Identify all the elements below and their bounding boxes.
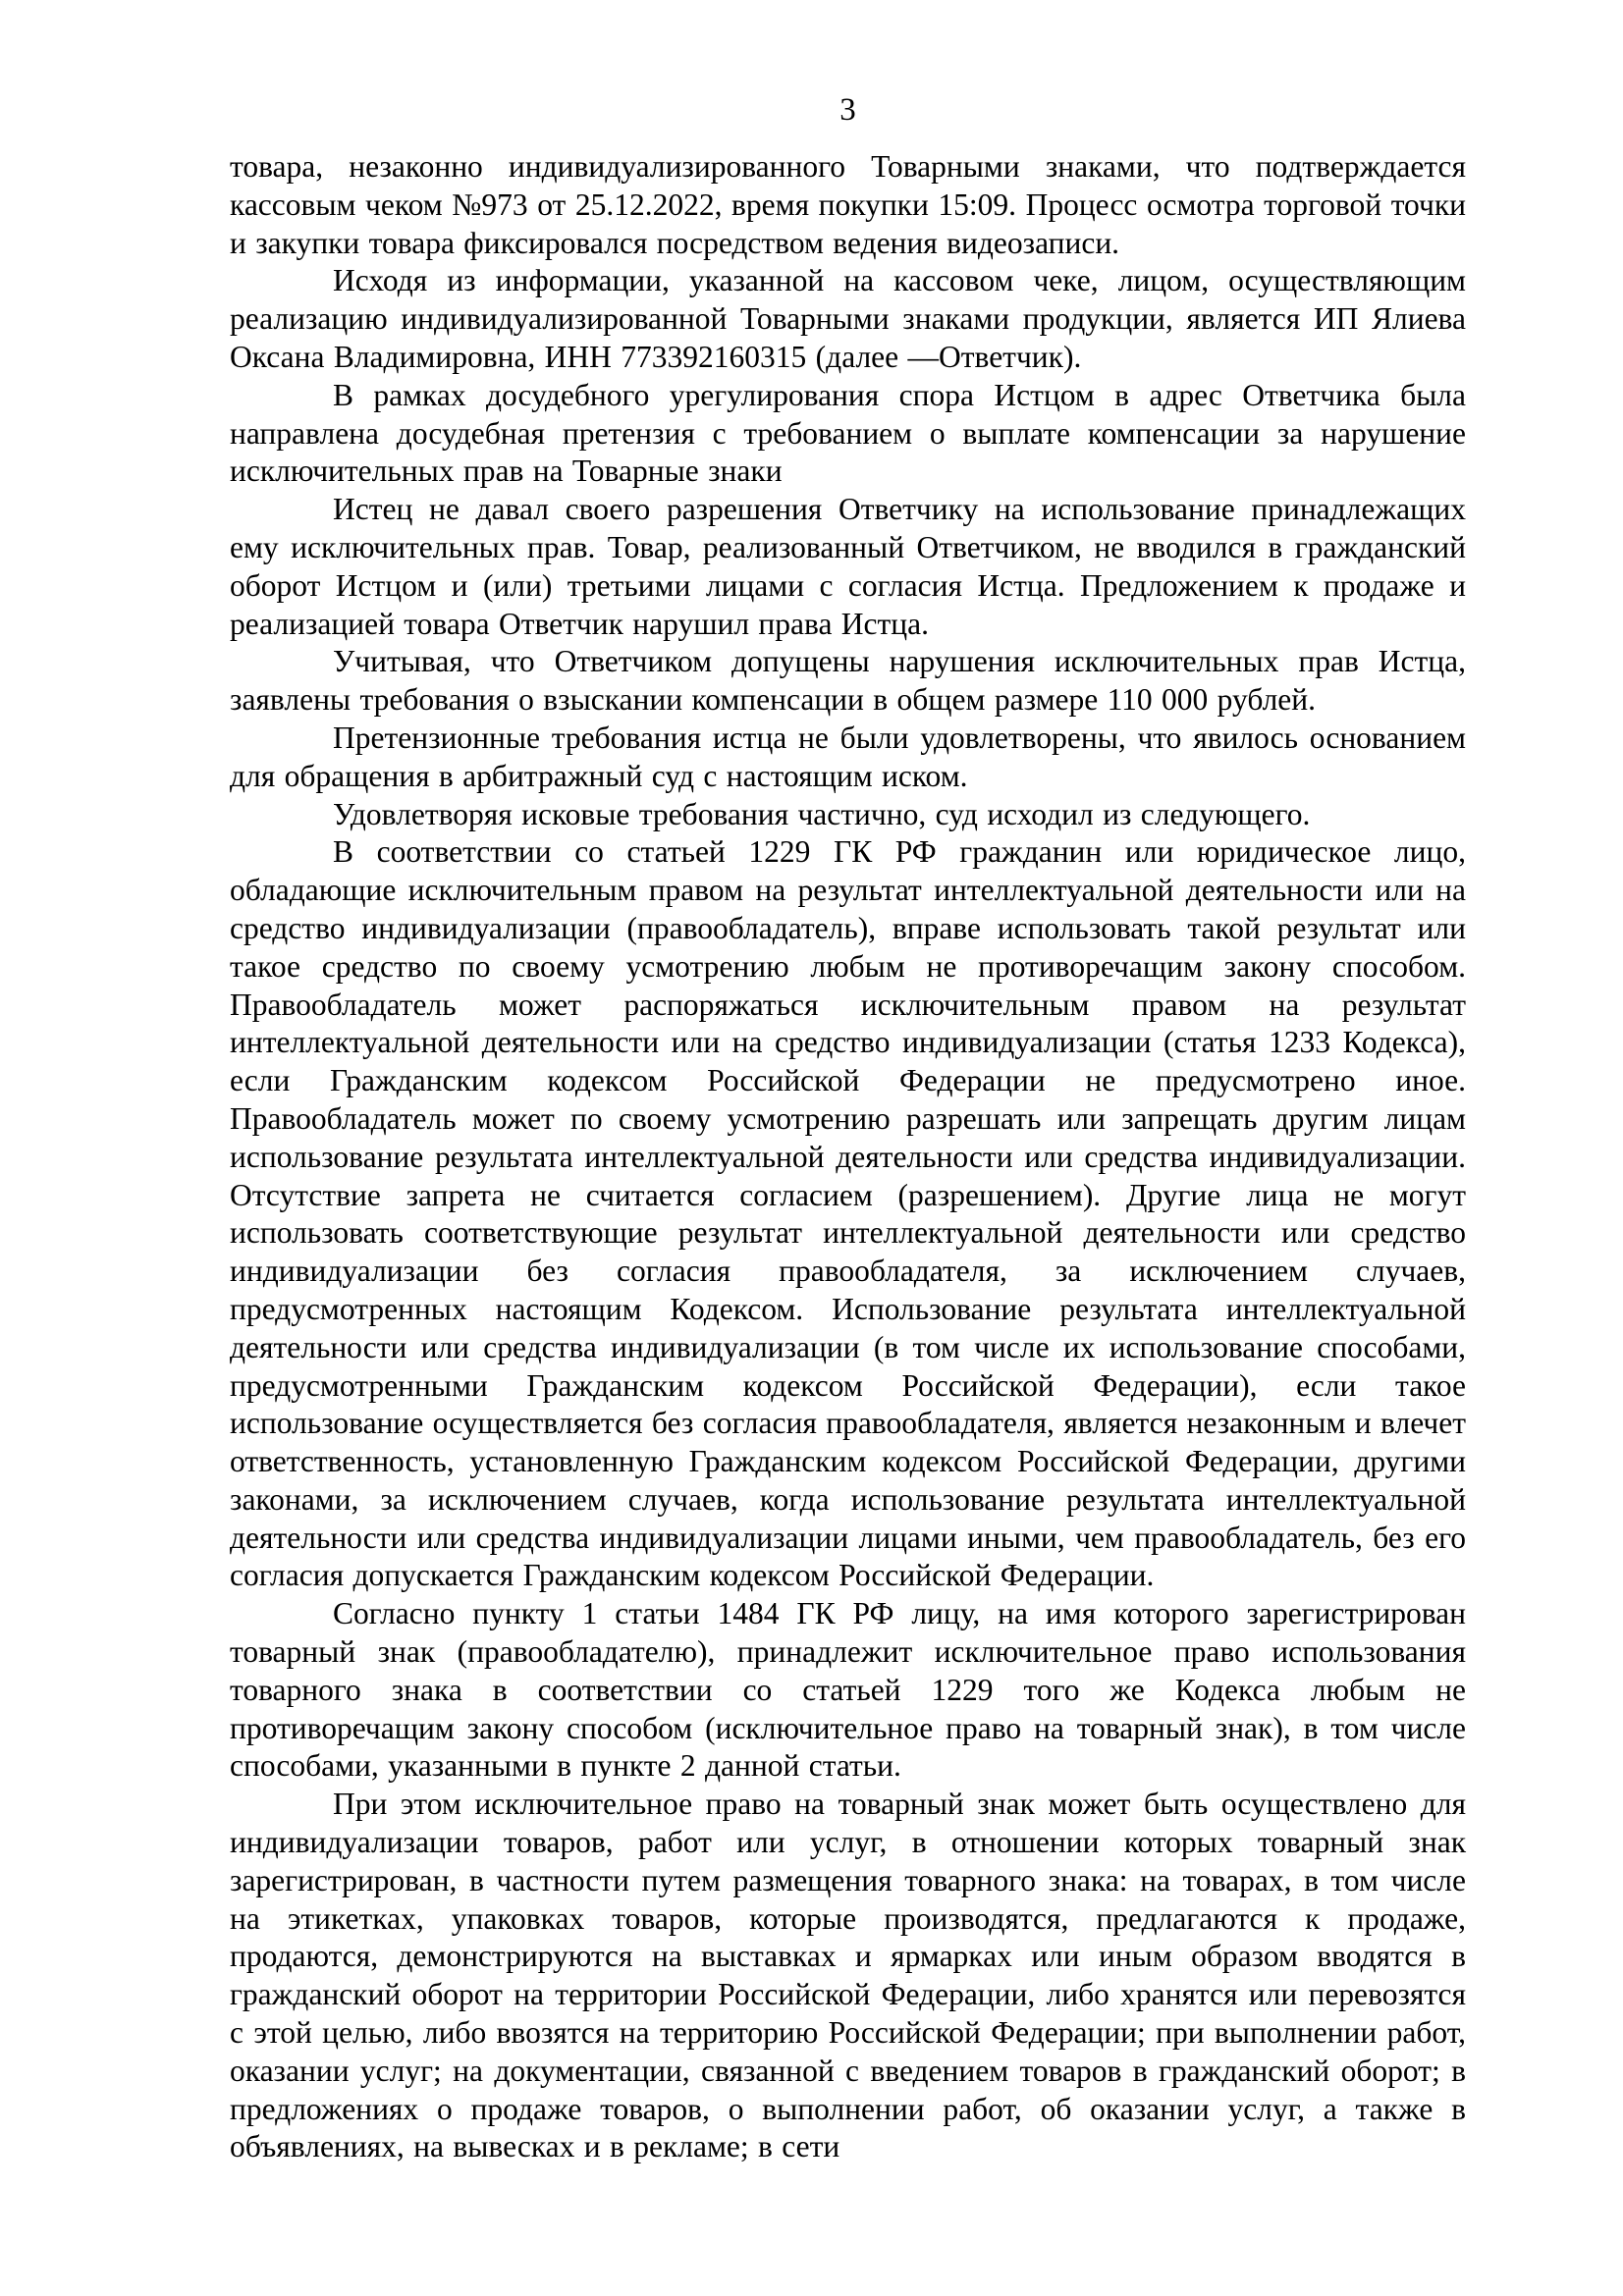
document-body — [230, 148, 1466, 2166]
page-number: 3 — [839, 92, 856, 128]
paragraph-article-1484: Согласно пункту 1 статьи 1484 ГК РФ лицу, на имя которого зарегистрирован товарный знак (правообладателю), принадлежит исключительное право использования товарного знака в соответствии со статьей 1229 того же Кодекса любым не противоречащим закону способом (исключительное право на товарный знак), в том числе способами, указанными в пункте 2 данной статьи. — [230, 1596, 1466, 1784]
paragraph-continuation: товара, незаконно индивидуализированного Товарными знаками, что подтверждается кассовым чеком №973 от 25.12.2022, время покупки 15:09. Процесс осмотра торговой точки и закупки товара фиксировался посредством ведения видеозаписи. — [230, 149, 1466, 260]
paragraph-defendant-info: Исходя из информации, указанной на кассовом чеке, лицом, осуществляющим реализацию индивидуализированной Товарными знаками продукции, является ИП Ялиева Оксана Владимировна, ИНН 773392160315 (далее —Ответчик). — [230, 263, 1466, 374]
paragraph-claim-not-satisfied: Претензионные требования истца не были удовлетворены, что явилось основанием для обращения в арбитражный суд с настоящим иском. — [230, 720, 1466, 793]
paragraph-article-1229: В соответствии со статьей 1229 ГК РФ гражданин или юридическое лицо, обладающие исключительным правом на результат интеллектуальной деятельности или на средство индивидуализации (правообладатель), вправе использовать такой результат или такое средство по своему усмотрению любым не противоречащим закону способом. Правообладатель может распоряжаться исключительным правом на результат интеллектуальной деятельности или на средство индивидуализации (статья 1233 Кодекса), если Гражданским кодексом Российской Федерации не предусмотрено иное. Правообладатель может по своему усмотрению разрешать или запрещать другим лицам использование результата интеллектуальной деятельности или средства индивидуализации. Отсутствие запрета не считается согласием (разрешением). Другие лица не могут использовать соответствующие результат интеллектуальной деятельности или средство индивидуализации без согласия правообладателя, за исключением случаев, предусмотренных настоящим Кодексом. Использование результата интеллектуальной деятельности или средства индивидуализации (в том числе их использование способами, предусмотренными Гражданским кодексом Российской Федерации), если такое использование осуществляется без согласия правообладателя, является незаконным и влечет ответственность, установленную Гражданским кодексом Российской Федерации, другими законами, за исключением случаев, когда использование результата интеллектуальной деятельности или средства индивидуализации лицами иными, чем правообладатель, без его согласия допускается Гражданским кодексом Российской Федерации. — [230, 834, 1466, 1593]
paragraph-compensation-claim: Учитывая, что Ответчиком допущены нарушения исключительных прав Истца, заявлены требования о взыскании компенсации в общем размере 110 000 рублей. — [230, 644, 1466, 718]
paragraph-no-permission: Истец не давал своего разрешения Ответчику на использование принадлежащих ему исключительных прав. Товар, реализованный Ответчиком, не вводился в гражданский оборот Истцом и (или) третьими лицами с согласия Истца. Предложением к продаже и реализацией товара Ответчик нарушил права Истца. — [230, 492, 1466, 641]
paragraph-court-reasoning-intro: Удовлетворяя исковые требования частично, суд исходил из следующего. — [333, 796, 1311, 831]
paragraph-pretrial-claim: В рамках досудебного урегулирования спора Истцом в адрес Ответчика была направлена досудебная претензия с требованием о выплате компенсации за нарушение исключительных прав на Товарные знаки — [230, 377, 1466, 489]
paragraph-trademark-use: При этом исключительное право на товарный знак может быть осуществлено для индивидуализации товаров, работ или услуг, в отношении которых товарный знак зарегистрирован, в частности путем размещения товарного знака: на товарах, в том числе на этикетках, упаковках товаров, которые производятся, предлагаются к продаже, продаются, демонстрируются на выставках и ярмарках или иным образом вводятся в гражданский оборот на территории Российской Федерации, либо хранятся или перевозятся с этой целью, либо ввозятся на территорию Российской Федерации; при выполнении работ, оказании услуг; на документации, связанной с введением товаров в гражданский оборот; в предложениях о продаже товаров, о выполнении работ, об оказании услуг, а также в объявлениях, на вывесках и в рекламе; в сети — [230, 1787, 1466, 2164]
